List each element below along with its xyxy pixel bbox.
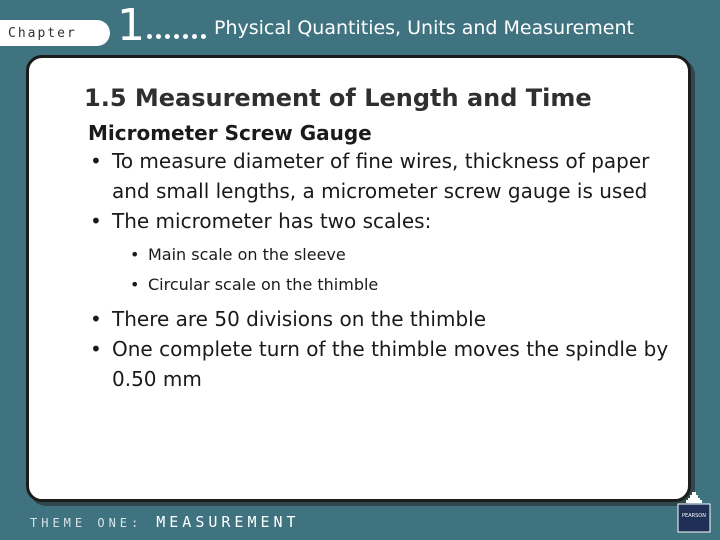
dot-icon [174, 34, 179, 39]
bullet-list-top [88, 146, 688, 236]
bullet-icon: • [90, 307, 102, 331]
decorative-dots [147, 34, 206, 39]
dot-icon [201, 34, 206, 39]
sub-bullet-item [128, 270, 688, 300]
bullet-text: There are 50 divisions on the thimble [112, 307, 487, 331]
slide-subtitle: Micrometer Screw Gauge [88, 121, 372, 145]
bullet-item [88, 334, 688, 394]
chapter-title: Physical Quantities, Units and Measurement [214, 17, 634, 39]
bullet-item [88, 206, 688, 236]
bullet-text: To measure diameter of fine wires, thickness of paper and small lengths, a micrometer screw gauge is used [112, 149, 650, 203]
chapter-number: 1 [117, 0, 145, 51]
sub-bullet-list [128, 240, 688, 300]
bullet-icon: • [90, 209, 102, 233]
dot-icon [183, 34, 188, 39]
sub-bullet-item [128, 240, 688, 270]
chapter-tab [0, 20, 110, 46]
bullet-list-bottom [88, 304, 688, 394]
footer [30, 513, 300, 531]
bullet-item [88, 304, 688, 334]
slide-content [88, 120, 688, 394]
sub-bullet-text: Circular scale on the thimble [148, 275, 379, 294]
dot-icon [165, 34, 170, 39]
footer-topic: MEASUREMENT [156, 513, 300, 531]
footer-theme: THEME ONE: [30, 516, 143, 530]
bullet-icon: • [90, 149, 102, 173]
sub-bullet-text: Main scale on the sleeve [148, 245, 346, 264]
bullet-text: The micrometer has two scales: [112, 209, 432, 233]
dot-icon [147, 34, 152, 39]
bullet-icon: • [130, 245, 140, 264]
bullet-text: One complete turn of the thimble moves the spindle by 0.50 mm [112, 337, 669, 391]
section-title: 1.5 Measurement of Length and Time [84, 84, 592, 112]
svg-text:PEARSON: PEARSON [682, 513, 706, 519]
chapter-label: Chapter [8, 25, 77, 41]
dot-icon [192, 34, 197, 39]
bullet-icon: • [90, 337, 102, 361]
dot-icon [156, 34, 161, 39]
pearson-logo-icon [676, 490, 712, 534]
bullet-icon: • [130, 275, 140, 294]
bullet-item [88, 146, 688, 206]
